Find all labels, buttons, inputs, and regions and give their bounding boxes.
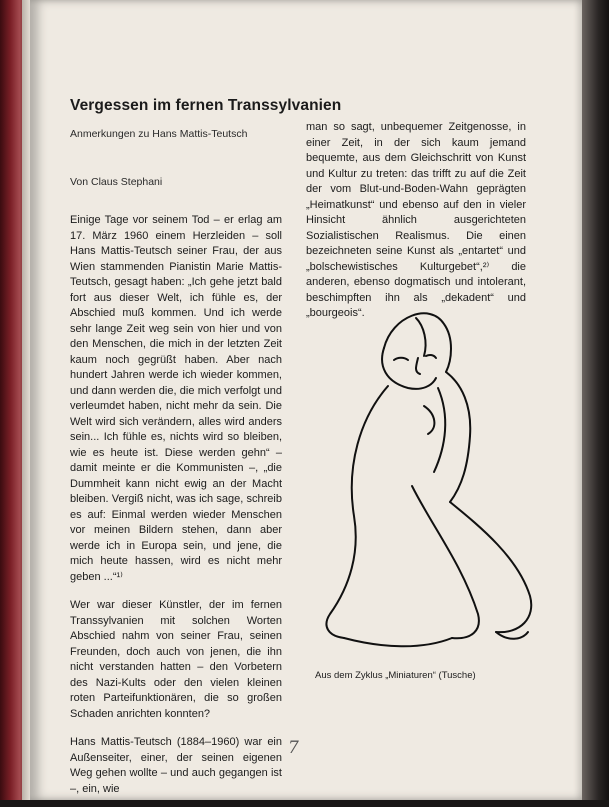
paragraph-1: Einige Tage vor seinem Tod – er erlag am 17. März 1960 einem Herzleiden – soll Hans Mattis-Teutsch seiner Frau, der aus Wien stammenden Pianistin Marie Mattis-Teutsch, gesagt haben: „Ich gehe jetzt bald fort aus dieser Welt, ich fühle es, der Abschied muß kommen. Und ich werde sehr lange Zeit weg sein von hier und von den Menschen, die mich in der letzten Zeit kaum noch gegrüßt haben. Aber nach hundert Jahren werde ich wieder kommen, und dann werden die, die mich verfolgt und verleumdet haben, nicht mehr da sein. Die Welt wird sich verändern, alles wird anders sein... Ich fühle es, nichts wird so bleiben, wie es heute ist. Diese werden gehn“ – damit meinte er die Kommunisten –, „die Dummheit kann nicht ewig an der Macht bleiben. Vergiß nicht, was ich sage, schreib es auf: Einmal werden wieder Menschen vor meinen Bildern stehen, dann aber werde ich in Europa sein, und jene, die mich heute hassen, wird es nicht mehr geben ...“¹⁾ (70, 214, 282, 583)
paragraph-2: Wer war dieser Künstler, der im fernen Transsylvanien mit solchen Worten Abschied nahm von seiner Frau, seinen Freunden, doch auch von jenen, die ihn nicht verstanden hatten – den Vorbetern des Nazi-Kults oder den vielen kleinen roten Parteifunktionären, die so großen Schaden anrichten konnten? (70, 599, 282, 720)
article-title: Vergessen im fernen Transsylvanien (70, 97, 342, 114)
left-text-column (70, 213, 282, 807)
drawing-arm-stroke (434, 388, 445, 472)
drawing-nose (416, 358, 420, 374)
paragraph-4: man so sagt, unbequemer Zeitgenosse, in einer Zeit, in der sich kaum jemand bequemte, aus dem Gleichschritt von Kunst und Kultur zu treten: das trifft zu auf die Zeit der vom Blut-und-Boden-Wahn geprägten „Heimatkunst“ und ebenso auf den in vieler Hinsicht ähnlich ausgerichteten Sozialistischen Realismus. Die einen bezeichneten seine Kunst als „entartet“ und „bolschewistisches Kulturgebet“,²⁾ die anderen, ebenso dogmatisch und intolerant, beschimpften ihn als „dekadent“ und „bourgeois“. (306, 121, 526, 319)
drawing-leg-stroke (450, 502, 531, 632)
ink-drawing-figure (312, 296, 544, 656)
drawing-eye-left (394, 358, 408, 360)
book-page (30, 0, 582, 800)
right-page-shadow (582, 0, 609, 800)
article-byline: Von Claus Stephani (70, 176, 163, 188)
drawing-face-stroke (382, 348, 436, 389)
drawing-back-stroke (326, 386, 388, 638)
drawing-base-stroke (344, 638, 452, 646)
article-subtitle: Anmerkungen zu Hans Mattis-Teutsch (70, 128, 248, 140)
figure-caption: Aus dem Zyklus „Miniaturen“ (Tusche) (315, 670, 476, 681)
drawing-eye-right (426, 355, 436, 358)
drawing-shoulder-stroke (446, 372, 470, 502)
paragraph-3: Hans Mattis-Teutsch (1884–1960) war ein Außenseiter, einer, der seinen eigenen Weg gehen wollte – und auch gegangen ist –, ein, wie (70, 736, 282, 795)
drawing-thigh-stroke (412, 486, 479, 638)
page-number: 7 (288, 738, 299, 758)
drawing-hair-inner-stroke (416, 318, 426, 356)
drawing-breast-stroke (424, 406, 434, 434)
